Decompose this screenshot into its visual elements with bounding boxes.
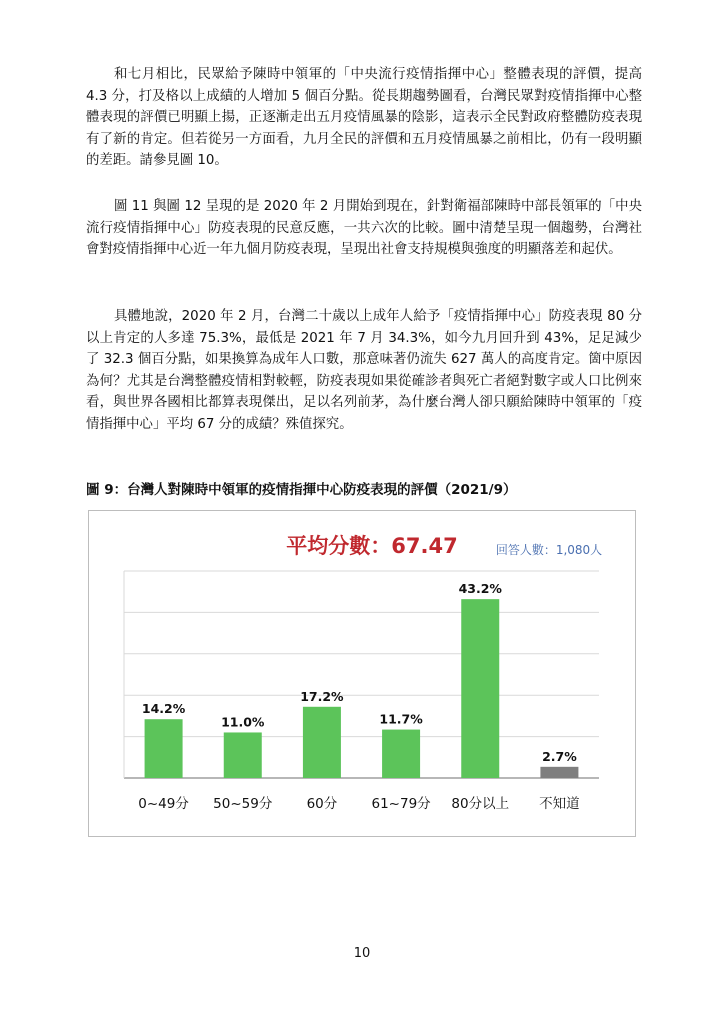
bar-value-label: 11.7% — [379, 711, 423, 727]
paragraph-1: 和七月相比，民眾給予陳時中領軍的「中央流行疫情指揮中心」整體表現的評價，提高 4.3 分，打及格以上成績的人增加 5 個百分點。從長期趨勢圖看，台灣民眾對疫情指揮中心整體表現的評價已明顯上揚，正逐漸走出五月疫情風暴的陰影，這表示全民對政府整體防疫表現有了新的肯定。但若從另一方面看，九月全民的評價和五月疫情風暴之前相比，仍有一段明顯的差距。請參見圖 10。 — [86, 67, 642, 168]
chart-title: 平均分數：67.47 — [286, 534, 458, 558]
x-tick-label: 50~59分 — [213, 796, 273, 812]
x-tick-label: 不知道 — [539, 796, 580, 812]
chart-tick-labels — [138, 796, 580, 812]
bar-value-label: 43.2% — [458, 581, 502, 597]
page-number: 10 — [353, 946, 371, 961]
chart-bars — [145, 599, 579, 778]
bar-chart — [89, 511, 634, 835]
x-tick-label: 80分以上 — [451, 796, 510, 812]
paragraph-2: 圖 11 與圖 12 呈現的是 2020 年 2 月開始到現在，針對衛福部陳時中部長領軍的「中央流行疫情指揮中心」防疫表現的民意反應，一共六次的比較。圖中清楚呈現一個趨勢，台灣社會對疫情指揮中心近一年九個月防疫表現，呈現出社會支持規模與強度的明顯落差和起伏。 — [86, 199, 642, 257]
bar-4 — [382, 730, 420, 778]
chart-subtitle: 回答人數：1,080人 — [495, 543, 603, 557]
x-tick-label: 0~49分 — [138, 796, 189, 812]
bar-value-label: 2.7% — [542, 748, 577, 764]
x-tick-label: 61~79分 — [371, 796, 431, 812]
chart-gridlines — [124, 571, 599, 778]
bar-2 — [224, 732, 262, 778]
x-tick-label: 60分 — [306, 796, 338, 812]
bar-6 — [540, 767, 578, 778]
chart-frame — [88, 510, 636, 837]
bar-value-label: 14.2% — [141, 701, 186, 717]
paragraph-3: 具體地說，2020 年 2 月，台灣二十歲以上成年人給予「疫情指揮中心」防疫表現 80 分以上肯定的人多達 75.3%，最低是 2021 年 7 月 34.3%，如今九月回升到 43%，足足減少了 32.3 個百分點，如果換算為成年人口數，那意味著仍流失 627 萬人的高度肯定。箇中原因為何？尤其是台灣整體疫情相對較輕，防疫表現如果從確診者與死亡者絕對數字或人口比例來看，與世界各國相比都算表現傑出，足以名列前茅，為什麼台灣人卻只願給陳時中領軍的「疫情指揮中心」平均 67 分的成績？殊值探究。 — [86, 309, 642, 432]
bar-3 — [303, 707, 341, 778]
bar-value-label: 11.0% — [221, 714, 265, 730]
bar-5 — [461, 599, 499, 778]
bar-1 — [145, 719, 183, 778]
bar-value-label: 17.2% — [300, 688, 344, 704]
figure-caption: 圖 9：台灣人對陳時中領軍的疫情指揮中心防疫表現的評價（2021/9） — [86, 482, 517, 498]
